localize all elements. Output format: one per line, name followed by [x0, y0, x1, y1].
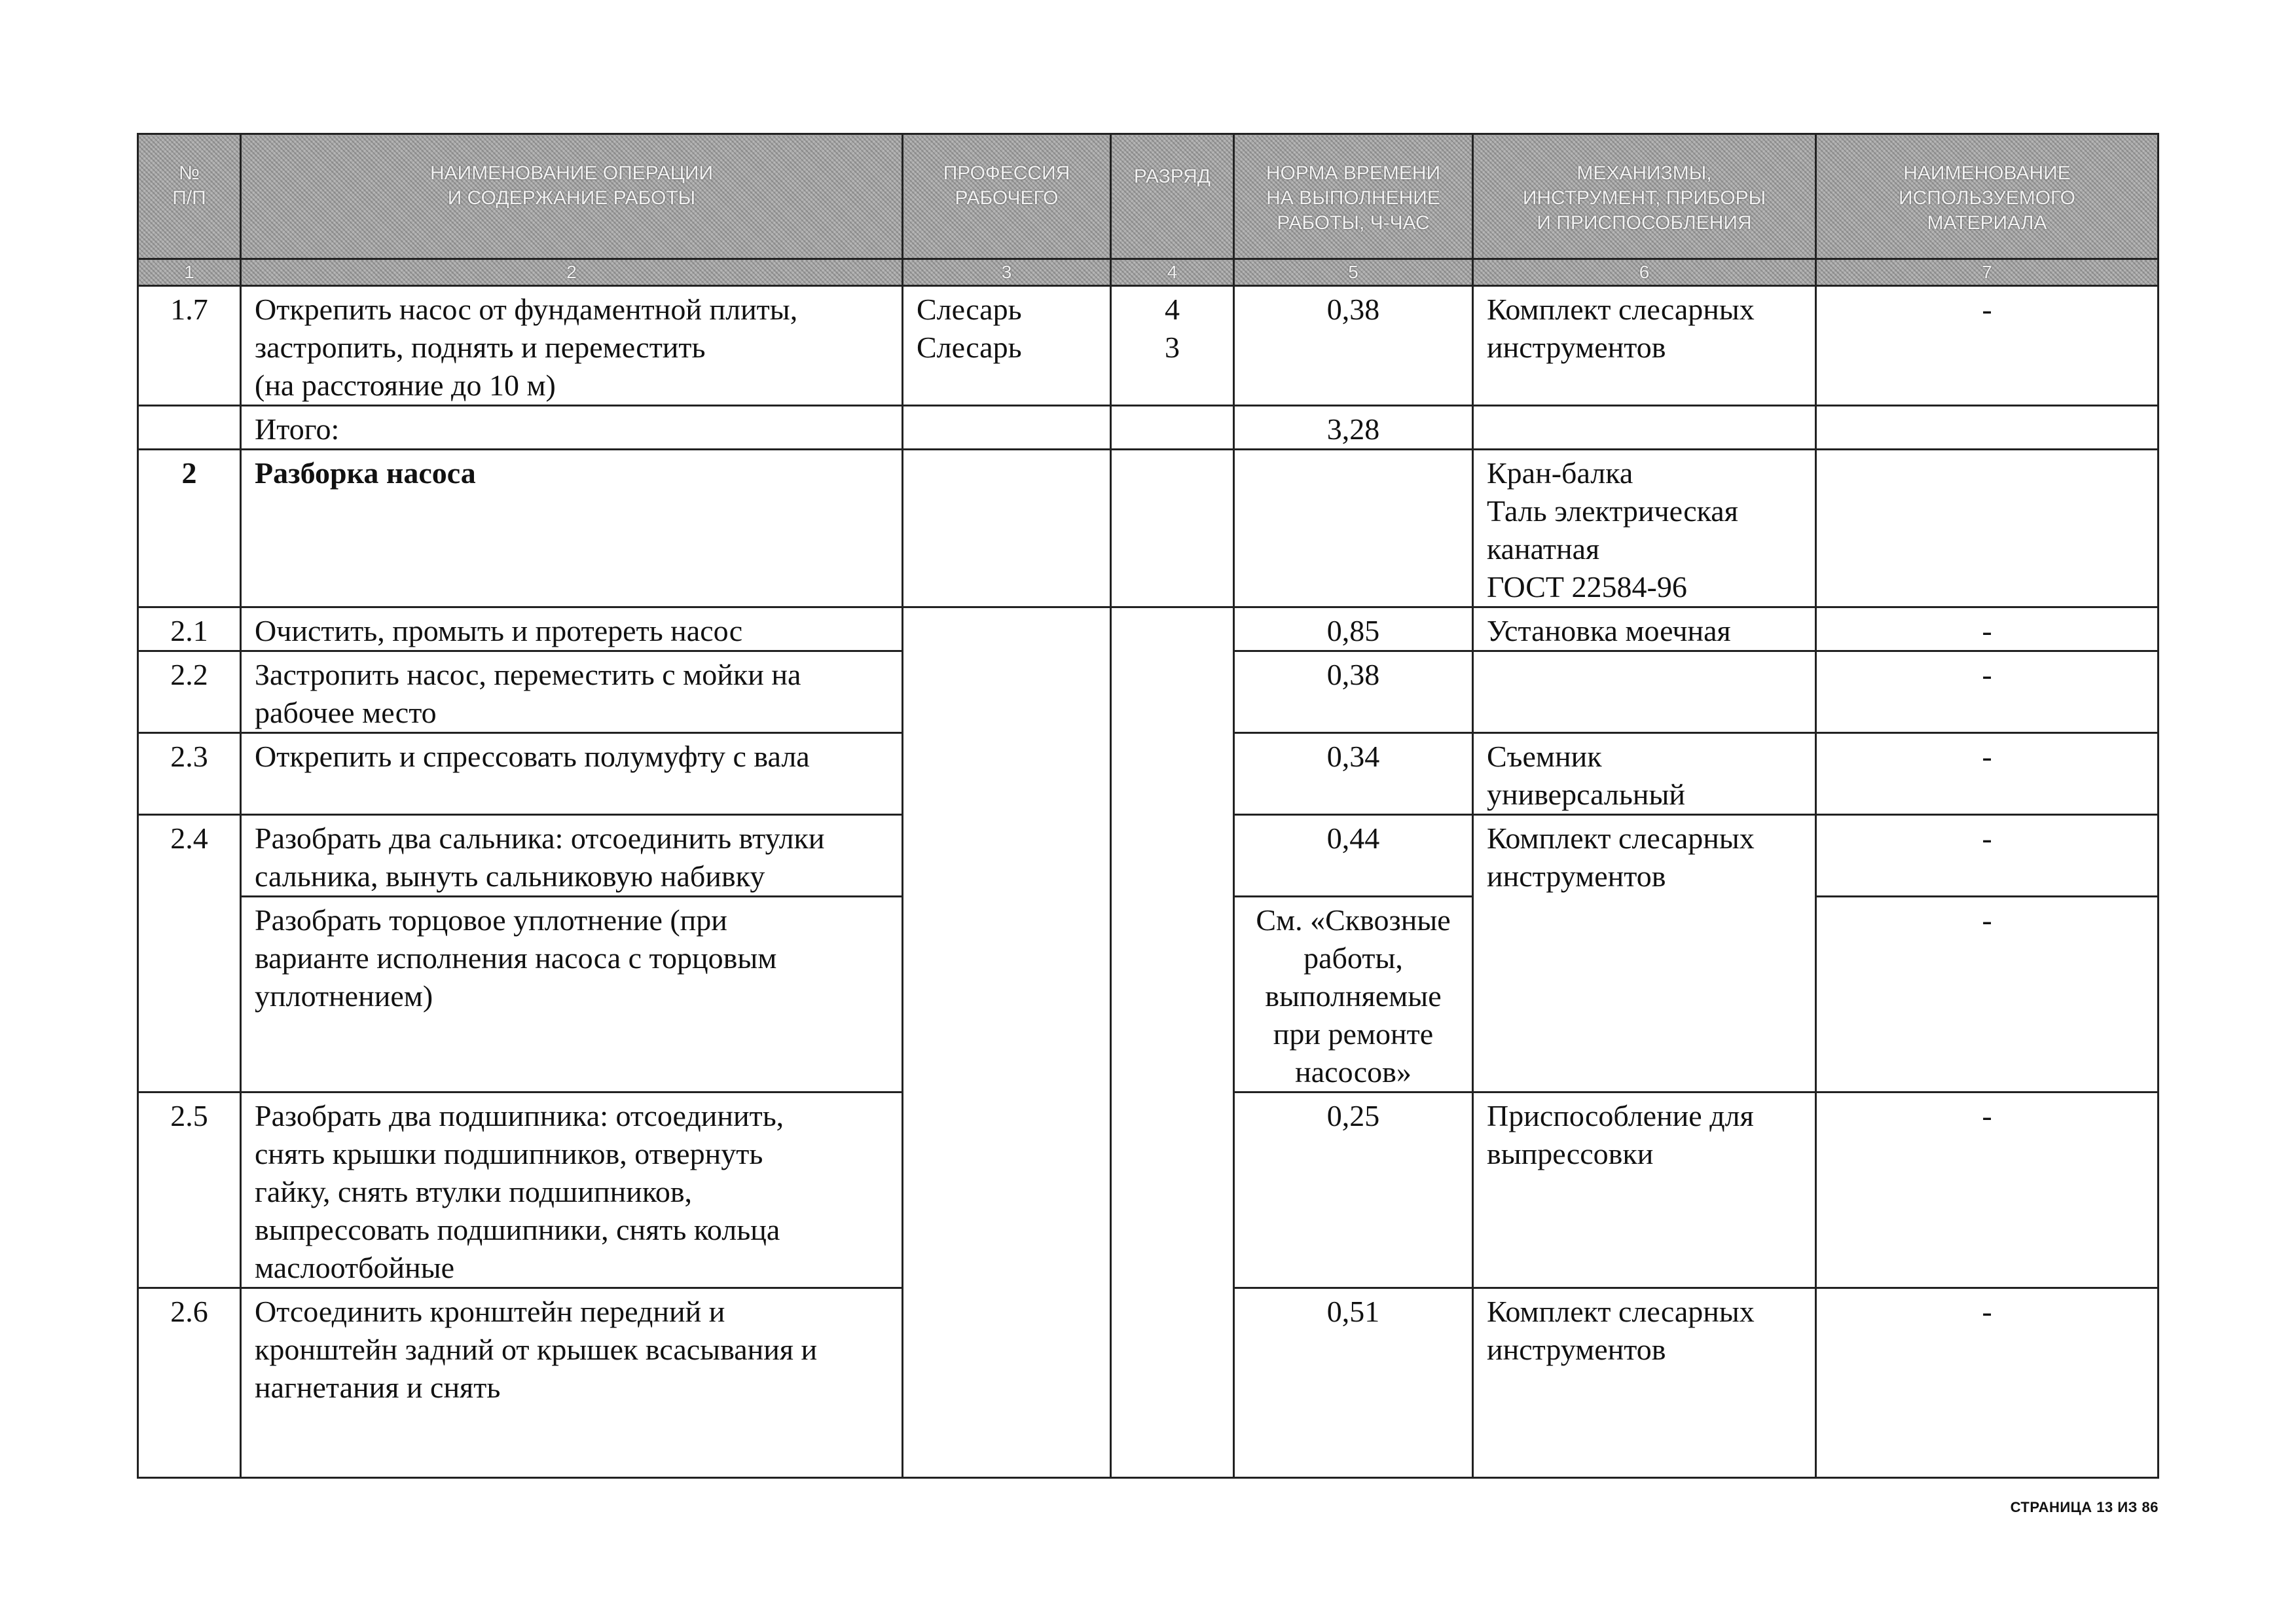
row-num: 1.7 [170, 293, 208, 326]
row-operation: Открепить насос от фундаментной плиты, застропить, поднять и переместить (на расстояние до 10 м) [255, 293, 798, 402]
column-number: 3 [903, 259, 1111, 286]
table-row [138, 286, 2159, 406]
header-norm: НОРМА ВРЕМЕНИ НА ВЫПОЛНЕНИЕ РАБОТЫ, Ч-ЧАС [1234, 134, 1473, 259]
column-number: 4 [1111, 259, 1234, 286]
column-number: 5 [1234, 259, 1473, 286]
page-number: СТРАНИЦА 13 ИЗ 86 [2010, 1499, 2159, 1515]
row-operation: Открепить и спрессовать полумуфту с вала [255, 740, 810, 773]
row-tools: Комплект слесарных инструментов [1487, 1295, 1755, 1366]
row-num: 2.2 [170, 658, 208, 691]
section-num: 2 [181, 456, 197, 490]
row-operation: Отсоединить кронштейн передний и кронштейн задний от крышек всасывания и нагнетания и снять [255, 1295, 818, 1404]
row-tools: Комплект слесарных инструментов [1487, 293, 1755, 364]
row-operation: Разобрать два подшипника: отсоединить, снять крышки подшипников, отвернуть гайку, снять втулки подшипников, выпрессовать подшипники, снять кольца маслоотбойные [255, 1099, 784, 1284]
total-norm: 3,28 [1326, 412, 1380, 446]
header-tools: МЕХАНИЗМЫ, ИНСТРУМЕНТ, ПРИБОРЫ И ПРИСПОСОБЛЕНИЯ [1473, 134, 1816, 259]
row-tools: Комплект слесарных инструментов [1487, 821, 1755, 893]
column-number-row [138, 259, 2159, 286]
header-grade: РАЗРЯД [1111, 134, 1234, 259]
row-tools: Съемник универсальный [1487, 740, 1685, 811]
row-material: - [1982, 1295, 1992, 1328]
row-operation: Разобрать два сальника: отсоединить втулки сальника, вынуть сальниковую набивку [255, 821, 825, 893]
section-tools: Кран-балка Таль электрическая канатная ГОСТ 22584-96 [1487, 456, 1738, 604]
header-profession: ПРОФЕССИЯ РАБОЧЕГО [903, 134, 1111, 259]
total-row [138, 406, 2159, 450]
total-label: Итого: [255, 412, 340, 446]
profession-merged-cell [903, 607, 1111, 1478]
row-norm: 0,51 [1326, 1295, 1380, 1328]
row-material: - [1982, 903, 1992, 937]
row-num: 2.5 [170, 1099, 208, 1132]
row-norm-reference: См. «Сквозные работы, выполняемые при ремонте насосов» [1256, 903, 1451, 1089]
row-tools: Установка моечная [1487, 614, 1731, 647]
row-material: - [1982, 821, 1992, 855]
row-material: - [1982, 658, 1992, 691]
table-row [138, 607, 2159, 651]
row-num: 2.6 [170, 1295, 208, 1328]
row-num: 2.3 [170, 740, 208, 773]
column-number: 2 [241, 259, 903, 286]
row-operation: Застропить насос, переместить с мойки на рабочее место [255, 658, 801, 729]
row-norm: 0,34 [1326, 740, 1380, 773]
row-profession: Слесарь Слесарь [917, 293, 1022, 364]
row-num: 2.4 [170, 821, 208, 855]
work-operations-table [137, 133, 2159, 1479]
column-number: 6 [1473, 259, 1816, 286]
section-title: Разборка насоса [255, 456, 476, 490]
row-tools [1474, 652, 1815, 656]
row-norm: 0,44 [1326, 821, 1380, 855]
header-operation: НАИМЕНОВАНИЕ ОПЕРАЦИИ И СОДЕРЖАНИЕ РАБОТЫ [241, 134, 903, 259]
row-material: - [1982, 293, 1992, 326]
row-norm: 0,38 [1326, 658, 1380, 691]
column-number: 7 [1816, 259, 2159, 286]
row-operation: Очистить, промыть и протереть насос [255, 614, 743, 647]
header-num: № П/П [138, 134, 241, 259]
row-material: - [1982, 614, 1992, 647]
row-operation: Разобрать торцовое уплотнение (при варианте исполнения насоса с торцовым уплотнением) [255, 903, 777, 1013]
row-tools: Приспособление для выпрессовки [1487, 1099, 1754, 1170]
row-material: - [1982, 1099, 1992, 1132]
row-norm: 0,25 [1326, 1099, 1380, 1132]
column-number: 1 [138, 259, 241, 286]
section-row [138, 450, 2159, 607]
row-norm: 0,85 [1326, 614, 1380, 647]
row-grade: 4 3 [1165, 293, 1180, 364]
row-norm: 0,38 [1326, 293, 1380, 326]
grade-merged-cell [1111, 607, 1234, 1478]
header-row [138, 134, 2159, 259]
header-material: НАИМЕНОВАНИЕ ИСПОЛЬЗУЕМОГО МАТЕРИАЛА [1816, 134, 2159, 259]
row-material: - [1982, 740, 1992, 773]
row-num: 2.1 [170, 614, 208, 647]
